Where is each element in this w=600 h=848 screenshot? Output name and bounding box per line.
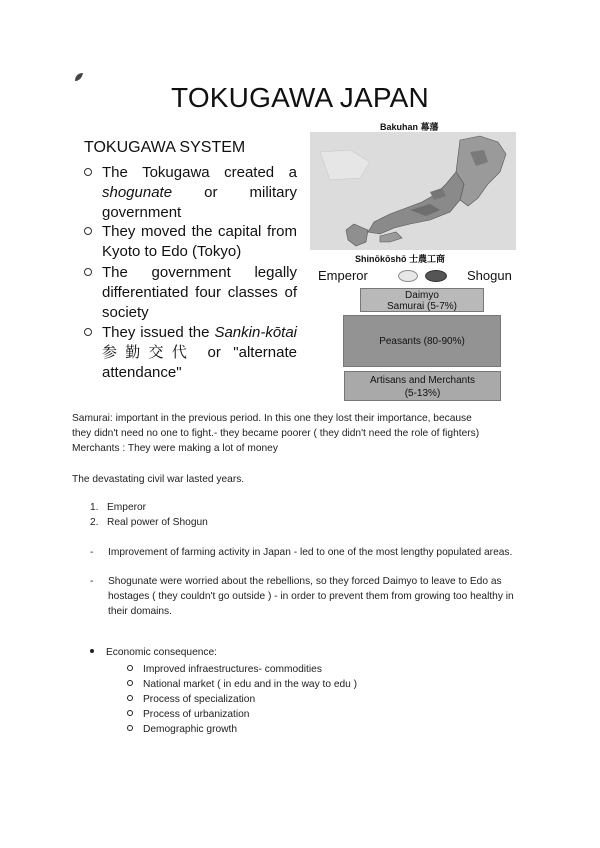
slide-bullet <box>84 163 297 223</box>
japan-map-image <box>310 132 516 250</box>
shogun-oval <box>425 270 447 282</box>
bullet-circle-icon <box>127 710 133 716</box>
shogun-label: Shogun <box>467 268 512 283</box>
bullet-circle-icon <box>84 168 92 176</box>
class-label: Peasants (80-90%) <box>379 336 465 347</box>
sub-item <box>127 707 249 722</box>
slide-bullet <box>84 222 297 262</box>
slide-bullet <box>84 263 297 323</box>
notes-line: they didn't need no one to fight.- they became poorer ( they didn't need the role of fighters) <box>72 428 480 439</box>
economic-heading <box>90 647 217 658</box>
notes-line: Merchants : They were making a lot of money <box>72 443 278 454</box>
daimyo-samurai-box <box>360 288 484 312</box>
leaf-icon <box>74 72 84 82</box>
peasants-box <box>343 315 501 367</box>
numbered-text: Real power of Shogun <box>107 517 208 528</box>
bullet-circle-icon <box>127 665 133 671</box>
bullet-circle-icon <box>84 268 92 276</box>
class-label: Samurai (5-7%) <box>386 301 458 312</box>
bullet-text: The government legally differentiated four classes of society <box>102 264 297 321</box>
page-title: TOKUGAWA JAPAN <box>171 82 429 113</box>
notes-paragraph <box>72 411 532 456</box>
dash-text: Improvement of farming activity in Japan - led to one of the most lengthy populated areas. <box>108 547 513 558</box>
bullet-text: 参勤交代 or "alternate attendance" <box>102 344 297 381</box>
numbered-item: 2. Real power of Shogun <box>90 517 208 528</box>
sub-text: National market ( in edu and in the way to edu ) <box>143 679 358 690</box>
sub-text: Improved infraestructures- commodities <box>143 664 322 675</box>
economic-text: Economic consequence: <box>106 647 217 658</box>
bullet-circle-icon <box>127 695 133 701</box>
dash-item: - Improvement of farming activity in Japan - led to one of the most lengthy populated areas. <box>90 545 530 560</box>
sub-item <box>127 722 237 737</box>
bullet-text: The Tokugawa created a <box>102 164 297 181</box>
map-caption: Bakuhan 幕藩 <box>380 122 439 132</box>
sub-item <box>127 677 357 692</box>
sub-text: Demographic growth <box>143 724 237 735</box>
numbered-text: Emperor <box>107 502 147 513</box>
bullet-circle-icon <box>127 725 133 731</box>
bullet-circle-icon <box>84 227 92 235</box>
emperor-oval <box>398 270 418 282</box>
slide-heading: TOKUGAWA SYSTEM <box>84 139 246 156</box>
sub-item <box>127 692 255 707</box>
class-label: (5-13%) <box>404 388 441 399</box>
bullet-italic: shogunate <box>102 184 173 201</box>
emperor-label: Emperor <box>318 268 368 283</box>
artisans-merchants-box <box>344 371 501 401</box>
sub-text: Process of urbanization <box>143 709 250 720</box>
bullet-text: They moved the capital from Kyoto to Edo (Tokyo) <box>102 223 297 260</box>
sub-text: Process of specialization <box>143 694 256 705</box>
sub-item <box>127 662 322 677</box>
dash-text: Shogunate were worried about the rebellions, so they forced Daimyo to leave to Edo as hostages ( they couldn't go outside ) - in order to prevent them from growing too healthy in their domains. <box>108 576 514 617</box>
class-label: Artisans and Merchants <box>369 375 476 386</box>
dash-item: - Shogunate were worried about the rebellions, so they forced Daimyo to leave to Edo as hostages ( they couldn't go outside ) - in order to prevent them from growing too healthy in their domains. <box>90 574 530 619</box>
civil-war-line: The devastating civil war lasted years. <box>72 474 245 485</box>
class-label: Daimyo <box>405 290 439 301</box>
numbered-item: 1. Emperor <box>90 502 147 513</box>
bullet-text: They issued the <box>102 324 215 341</box>
pyramid-caption: Shinōkōshō 士農工商 <box>355 254 446 264</box>
slide-bullet <box>84 323 297 383</box>
notes-line: Samurai: important in the previous period. In this one they lost their importance, because <box>72 413 472 424</box>
bullet-italic: Sankin-kōtai <box>214 324 297 341</box>
bullet-text: or military government <box>102 184 297 221</box>
bullet-dot-icon <box>90 649 94 653</box>
bullet-circle-icon <box>127 680 133 686</box>
bullet-circle-icon <box>84 328 92 336</box>
